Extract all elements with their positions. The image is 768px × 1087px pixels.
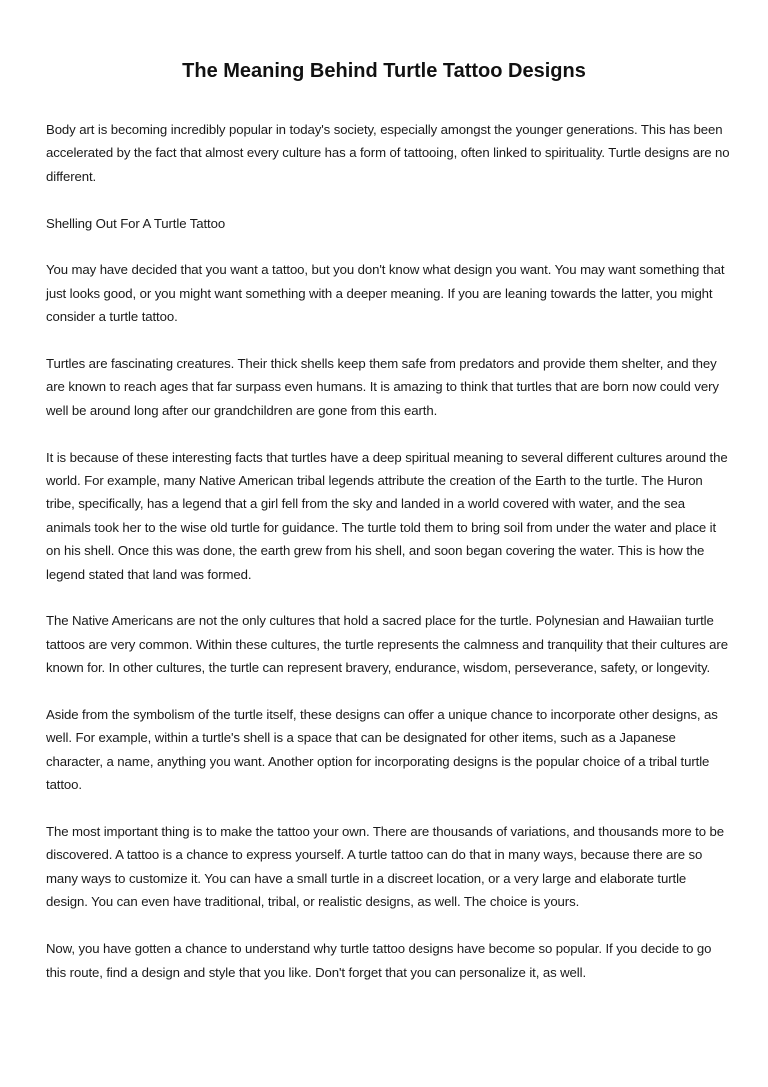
paragraph-intro: Body art is becoming incredibly popular in today's society, especially amongst the younger generations. This has been accelerated by the fact that almost every culture has a form of tattooing, often linked to spirituality. Turtle designs are no different. (46, 122, 730, 184)
paragraph-customize: The most important thing is to make the tattoo your own. There are thousands of variations, and thousands more to be discovered. A tattoo is a chance to express yourself. A turtle tattoo can do that in many ways, because there are so many ways to customize it. You can have a small turtle in a discreet location, or a very large and elaborate turtle design. You can even have traditional, tribal, or realistic designs, as well. The choice is yours. (46, 824, 724, 910)
section-heading: Shelling Out For A Turtle Tattoo (46, 215, 226, 231)
paragraph-cultures: The Native Americans are not the only cultures that hold a sacred place for the turtle. Polynesian and Hawaiian turtle tattoos are very common. Within these cultures, the turtle represents the calmness and tranquility that their cultures are known for. In other cultures, the turtle can represent bravery, endurance, wisdom, perseverance, safety, or longevity. (46, 613, 728, 676)
document-body (46, 118, 730, 1007)
paragraph-legends: It is because of these interesting facts that turtles have a deep spiritual meaning to several different cultures around the world. For example, many Native American tribal legends attribute the creation of the Earth to the turtle. The Huron tribe, specifically, has a legend that a girl fell from the sky and landed in a world covered with water, and the sea animals took her to the wise old turtle for guidance. The turtle told them to bring soil from under the water and place it on his shell. Once this was done, the earth grew from his shell, and soon began covering the water. This is how the legend stated that land was formed. (46, 449, 728, 582)
document-title: The Meaning Behind Turtle Tattoo Designs (182, 60, 586, 82)
paragraph-deciding: You may have decided that you want a tattoo, but you don't know what design you want. You may want something that just looks good, or you might want something with a deeper meaning. If you are leaning towards the latter, you might consider a turtle tattoo. (46, 262, 725, 325)
paragraph-symbolism: Aside from the symbolism of the turtle itself, these designs can offer a unique chance to incorporate other designs, as well. For example, within a turtle's shell is a space that can be designated for other items, such as a Japanese character, a name, anything you want. Another option for incorporating designs is the popular choice of a tribal turtle tattoo. (46, 707, 718, 793)
paragraph-conclusion: Now, you have gotten a chance to understand why turtle tattoo designs have become so popular. If you decide to go this route, find a design and style that you like. Don't forget that you can personalize it, as well. (46, 941, 712, 980)
paragraph-creatures: Turtles are fascinating creatures. Their thick shells keep them safe from predators and provide them shelter, and they are known to reach ages that far surpass even humans. It is amazing to think that turtles that are born now could very well be around long after our grandchildren are gone from this earth. (46, 356, 719, 418)
